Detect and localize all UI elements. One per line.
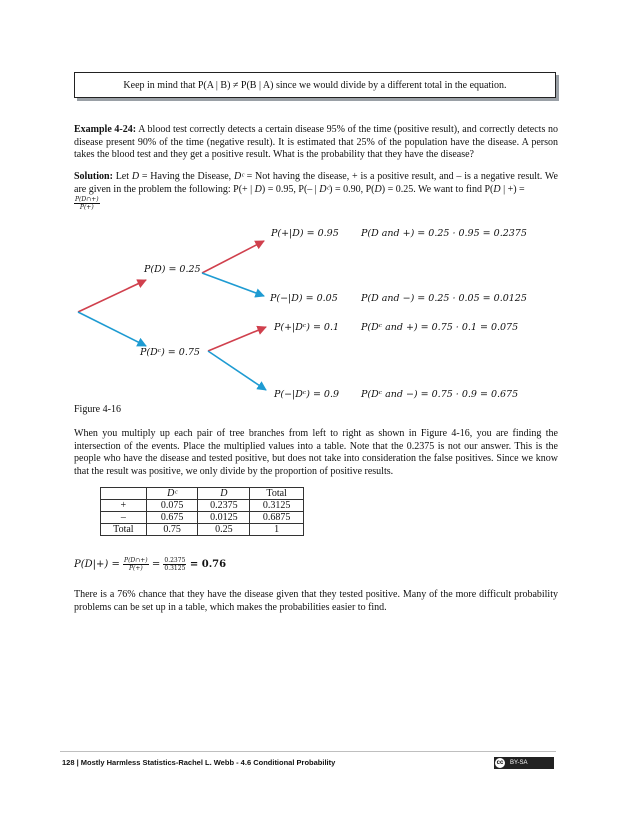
table-row [101,500,304,512]
node-neg-given-Dc: P(−|Dᶜ) = 0.9 [274,389,340,400]
table-cell: 0.6875 [250,512,304,524]
table-cell: 0.75 [146,524,198,536]
solution-label: Solution: [74,171,113,182]
joint-D-neg: P(D and −) = 0.25 · 0.05 = 0.0125 [361,293,527,304]
badge-text: BY-SA [510,760,528,766]
table-cell: 0.2375 [198,500,250,512]
branch-to-D [78,280,146,312]
table-header-cell [101,488,147,500]
branch-to-Dc [78,312,146,346]
table-cell: + [101,500,147,512]
result-frac2-num: 0.2375 [164,557,186,564]
table-cell: 0.675 [146,512,198,524]
table-row [101,524,304,536]
example-problem [74,124,558,162]
result-lhs: P(D|+) = [74,559,124,570]
example-label: Example 4-24: [74,124,137,135]
node-neg-given-D: P(−|D) = 0.05 [270,293,338,304]
fraction-numerator: P(D∩+) [75,195,99,203]
table-cell: – [101,512,147,524]
callout-box [74,72,556,98]
joint-Dc-neg: P(Dᶜ and −) = 0.75 · 0.9 = 0.675 [361,389,519,400]
contingency-table [100,487,304,536]
result-frac1-num: P(D∩+) [124,557,148,564]
table-row [101,512,304,524]
table-header-cell: Dᶜ [146,488,198,500]
table-header-row [101,488,304,500]
table-cell: Total [101,524,147,536]
conclusion-paragraph: There is a 76% chance that they have the disease given that they tested positive. Many of the more difficult probability problems can be set up in a table, which makes the probabilities easier to find. [74,589,558,613]
table-cell: 0.3125 [250,500,304,512]
node-D: P(D) = 0.25 [144,264,201,275]
table-header-cell: Total [250,488,304,500]
result-frac2-den: 0.3125 [164,565,186,572]
solution-fraction [74,194,100,212]
solution-paragraph: Solution: Let D = Having the Disease, Dᶜ = Not having the disease, + is a positive result, and – is a negative result. We are given in the problem the following: P(+ | D) = 0.95, P(– | Dᶜ) = 0.90, P(D) = 0.25. We want to find P(D | +) = [74,171,558,195]
callout-text: Keep in mind that P(A | B) ≠ P(B | A) since we would divide by a different total in the equation. [123,79,507,91]
example-problem-text: A blood test correctly detects a certain disease 95% of the time (positive result), and correctly detects no disease present 90% of the time (negative result). It is estimated that 25% of the population have the disease. A person takes the blood test and they get a positive result. What is the probability that they have the disease? [74,124,558,161]
table-cell: 0.075 [146,500,198,512]
cc-by-sa-badge [494,757,554,769]
cc-icon: cc [494,757,506,769]
result-frac1-den: P(+) [128,565,143,572]
fraction-denominator: P(+) [79,203,94,211]
node-Dc: P(Dᶜ) = 0.75 [140,347,200,358]
footer-divider [60,751,556,752]
branch-D-to-neg [202,273,264,296]
table-cell: 0.0125 [198,512,250,524]
branch-Dc-to-pos [208,327,266,351]
table-cell: 0.25 [198,524,250,536]
probability-tree-diagram [60,215,570,405]
explanation-paragraph: When you multiply up each pair of tree branches from left to right as shown in Figure 4-16, you are finding the intersection of the events. Place the multiplied values into a table. Note that the 0.2375 is not our answer. This is the people who have the disease and tested positive, but does not take into consideration the false positives. Since we know that the result was positive, we only divide by the proportion of positive results. [74,428,558,477]
node-pos-given-D: P(+|D) = 0.95 [271,228,339,239]
table-header-cell: D [198,488,250,500]
branch-D-to-pos [202,241,264,273]
result-rhs: = 0.76 [186,559,227,570]
result-equation: P(D|+) = $\frac{P(D\cap+)}{P(+)}$ = $\frac{0.2375}{0.3125}$ = 0.76 [74,557,227,572]
table-cell: 1 [250,524,304,536]
footer-text: 128 | Mostly Harmless Statistics-Rachel L. Webb - 4.6 Conditional Probability [62,758,336,767]
branch-Dc-to-neg [208,351,266,390]
figure-caption: Figure 4-16 [74,404,121,415]
node-pos-given-Dc: P(+|Dᶜ) = 0.1 [274,322,340,333]
joint-D-pos: P(D and +) = 0.25 · 0.95 = 0.2375 [361,228,527,239]
joint-Dc-pos: P(Dᶜ and +) = 0.75 · 0.1 = 0.075 [361,322,519,333]
